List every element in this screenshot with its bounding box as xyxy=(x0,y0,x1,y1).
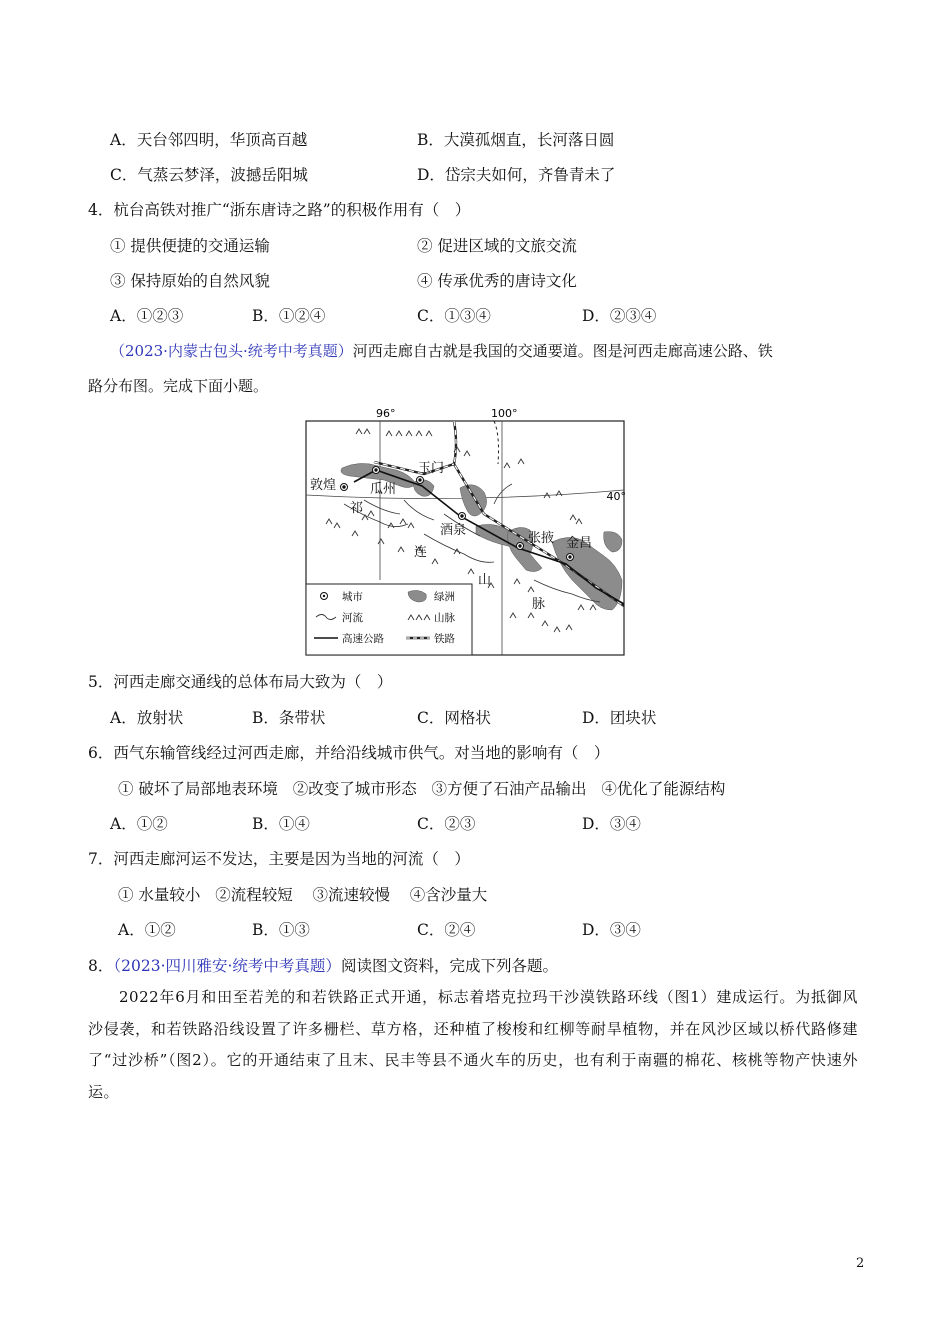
city-zhangye: 张掖 xyxy=(528,531,555,546)
mountain-char-mai: 脉 xyxy=(532,597,546,612)
intro-line-1 xyxy=(110,340,773,361)
question-6-stem: 6．西气东输管线经过河西走廊，并给沿线城市供气。对当地的影响有（ ） xyxy=(88,744,610,762)
legend-river: 河流 xyxy=(342,612,363,624)
mountain-char-lian: 连 xyxy=(414,545,428,560)
q8-number: 8． xyxy=(88,957,114,975)
city-jinchang: 金昌 xyxy=(566,536,593,551)
q7-option-a: A．①② xyxy=(118,921,176,939)
lon-96-label: 96° xyxy=(376,407,396,420)
option-d: D．岱宗夫如何，齐鲁青未了 xyxy=(417,166,616,184)
q5-option-d: D．团块状 xyxy=(582,709,657,727)
q4-statement-2: ② 促进区域的文旅交流 xyxy=(417,237,577,255)
q5-option-c: C．网格状 xyxy=(417,709,491,727)
intro-line-2: 路分布图。完成下面小题。 xyxy=(88,377,269,395)
q6-option-b: B．①④ xyxy=(252,815,310,833)
question-4-stem: 4．杭台高铁对推广“浙东唐诗之路”的积极作用有（ ） xyxy=(88,201,471,219)
q8-source-tag: （2023·四川雅安·统考中考真题） xyxy=(113,957,341,975)
q4-option-d: D．②③④ xyxy=(582,307,657,325)
source-tag: （2023·内蒙古包头·统考中考真题） xyxy=(110,342,353,360)
q7-statements xyxy=(118,883,487,905)
q6-statements xyxy=(118,777,725,799)
option-a: A．天台邻四明，华顶高百越 xyxy=(110,131,308,149)
city-jiuquan: 酒泉 xyxy=(440,523,467,538)
q4-statement-3: ③ 保持原始的自然风貌 xyxy=(110,272,270,290)
city-dunhuang: 敦煌 xyxy=(310,478,337,493)
city-guazhou: 瓜州 xyxy=(370,482,397,497)
legend-mountain: 山脉 xyxy=(434,612,455,624)
legend-city: 城市 xyxy=(342,591,363,603)
legend-oasis: 绿洲 xyxy=(434,591,455,603)
mountain-char-shan: 山 xyxy=(478,573,492,588)
q7-statement-2: ②流程较短 xyxy=(215,886,293,904)
q4-option-b: B．①②④ xyxy=(252,307,326,325)
q6-option-a: A．①② xyxy=(110,815,168,833)
q7-option-b: B．①③ xyxy=(252,921,310,939)
q6-option-d: D．③④ xyxy=(582,815,641,833)
q6-statement-2: ②改变了城市形态 xyxy=(292,780,417,798)
legend-highway: 高速公路 xyxy=(342,633,384,645)
lon-100-label: 100° xyxy=(491,407,518,420)
mountain-char-qi: 祁 xyxy=(350,501,364,516)
option-c: C．气蒸云梦泽，波撼岳阳城 xyxy=(110,166,308,184)
q8-instruction: 阅读图文资料，完成下列各题。 xyxy=(340,957,558,975)
q6-statement-3: ③方便了石油产品输出 xyxy=(431,780,587,798)
q4-statement-4: ④ 传承优秀的唐诗文化 xyxy=(417,272,577,290)
city-yumen: 玉门 xyxy=(418,461,445,476)
q6-statement-4: ④优化了能源结构 xyxy=(601,780,726,798)
question-8-header xyxy=(88,954,558,976)
intro-text: 河西走廊自古就是我国的交通要道。图是河西走廊高速公路、铁 xyxy=(352,342,773,360)
q4-option-a: A．①②③ xyxy=(110,307,184,325)
q7-option-c: C．②④ xyxy=(417,921,476,939)
q7-statement-4: ④含沙量大 xyxy=(409,886,488,904)
q6-statement-1: ① 破坏了局部地表环境 xyxy=(118,780,278,798)
question-7-stem: 7．河西走廊河运不发达，主要是因为当地的河流（ ） xyxy=(88,850,470,868)
q5-option-a: A．放射状 xyxy=(110,709,184,727)
question-5-stem: 5．河西走廊交通线的总体布局大致为（ ） xyxy=(88,673,393,691)
q6-option-c: C．②③ xyxy=(417,815,476,833)
legend-railway: 铁路 xyxy=(434,633,455,645)
q4-option-c: C．①③④ xyxy=(417,307,491,325)
q7-statement-1: ① 水量较小 xyxy=(118,886,201,904)
q5-option-b: B．条带状 xyxy=(252,709,326,727)
option-b: B．大漠孤烟直，长河落日圆 xyxy=(417,131,615,149)
page-number: 2 xyxy=(856,1256,865,1271)
q7-option-d: D．③④ xyxy=(582,921,641,939)
q4-statement-1: ① 提供便捷的交通运输 xyxy=(110,237,270,255)
q8-passage: 2022年6月和田至若羌的和若铁路正式开通，标志着塔克拉玛干沙漠铁路环线（图1）建成运行。为抵御风沙侵袭，和若铁路沿线设置了许多栅栏、草方格，还种植了梭梭和红柳等耐旱植物，并在风沙区域以桥代路修建了“过沙桥”（图2）。它的开通结束了且末、民丰等县不通火车的历史，也有利于南疆的棉花、核桃等物产快速外运。 xyxy=(88,988,858,1101)
q7-statement-3: ③流速较慢 xyxy=(312,886,390,904)
map-legend xyxy=(306,584,472,655)
hexi-corridor-map xyxy=(304,404,626,657)
lat-40-label: 40° xyxy=(606,490,626,503)
